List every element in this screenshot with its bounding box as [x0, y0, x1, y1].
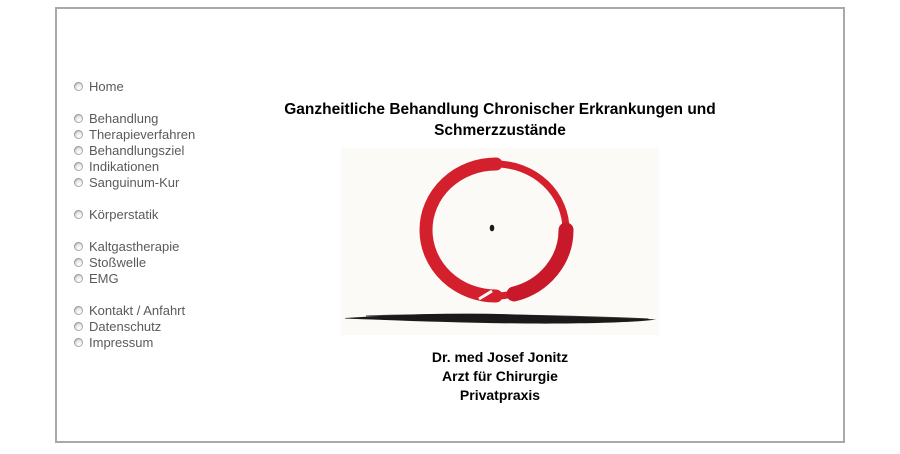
page-frame [55, 7, 845, 443]
sidebar-item-sanguinum-kur[interactable] [74, 174, 234, 190]
sidebar-item-label: Indikationen [89, 158, 160, 174]
practice-type: Privatpraxis [459, 387, 541, 403]
sphere-bullet-icon [74, 130, 83, 139]
sidebar-item-kaltgastherapie[interactable] [74, 238, 234, 254]
sidebar-item-label: Kontakt / Anfahrt [89, 302, 186, 318]
practice-logo-image [341, 148, 659, 335]
sidebar-item-label: Stoßwelle [89, 254, 147, 270]
sidebar-item-stosswelle[interactable] [74, 254, 234, 270]
sidebar-item-label: Körperstatik [89, 206, 159, 222]
sidebar-item-emg[interactable] [74, 270, 234, 286]
sidebar-group [74, 206, 234, 222]
sidebar-item-label: Sanguinum-Kur [89, 174, 180, 190]
sidebar-item-indikationen[interactable] [74, 158, 234, 174]
sphere-bullet-icon [74, 274, 83, 283]
sidebar-item-label: EMG [89, 270, 119, 286]
page-title [240, 99, 760, 141]
sidebar-group [74, 238, 234, 286]
sidebar-item-label: Datenschutz [89, 318, 162, 334]
sidebar-item-impressum[interactable] [74, 334, 234, 350]
sidebar-item-home[interactable] [74, 78, 234, 94]
enso-ring-left [426, 164, 496, 296]
sidebar-item-label: Behandlung [89, 110, 159, 126]
enso-center-dot [490, 225, 495, 232]
sidebar-item-label: Therapieverfahren [89, 126, 196, 142]
sphere-bullet-icon [74, 306, 83, 315]
page-title-line1: Ganzheitliche Behandlung Chronischer Erkrankungen und [284, 101, 716, 118]
doctor-specialty: Arzt für Chirurgie [442, 368, 558, 384]
sidebar-group [74, 78, 234, 94]
sphere-bullet-icon [74, 146, 83, 155]
doctor-name: Dr. med Josef Jonitz [431, 349, 569, 365]
sidebar-item-kontakt-anfahrt[interactable] [74, 302, 234, 318]
sphere-bullet-icon [74, 338, 83, 347]
sidebar-item-datenschutz[interactable] [74, 318, 234, 334]
sphere-bullet-icon [74, 242, 83, 251]
enso-ring-right [514, 230, 566, 294]
sidebar-item-label: Home [89, 78, 124, 94]
page-title-line2: Schmerzzustände [434, 122, 566, 139]
sidebar-item-label: Kaltgastherapie [89, 238, 180, 254]
sphere-bullet-icon [74, 258, 83, 267]
sphere-bullet-icon [74, 178, 83, 187]
sidebar [74, 78, 234, 366]
main-content [240, 99, 760, 405]
sphere-bullet-icon [74, 162, 83, 171]
sidebar-group [74, 110, 234, 190]
sphere-bullet-icon [74, 82, 83, 91]
sidebar-item-therapieverfahren[interactable] [74, 126, 234, 142]
sphere-bullet-icon [74, 210, 83, 219]
sphere-bullet-icon [74, 322, 83, 331]
sidebar-item-koerperstatik[interactable] [74, 206, 234, 222]
enso-circle-icon [341, 148, 659, 335]
byline [240, 348, 760, 405]
sidebar-item-label: Impressum [89, 334, 154, 350]
sphere-bullet-icon [74, 114, 83, 123]
sidebar-item-label: Behandlungsziel [89, 142, 185, 158]
sidebar-item-behandlungsziel[interactable] [74, 142, 234, 158]
sidebar-group [74, 302, 234, 350]
sidebar-item-behandlung[interactable] [74, 110, 234, 126]
